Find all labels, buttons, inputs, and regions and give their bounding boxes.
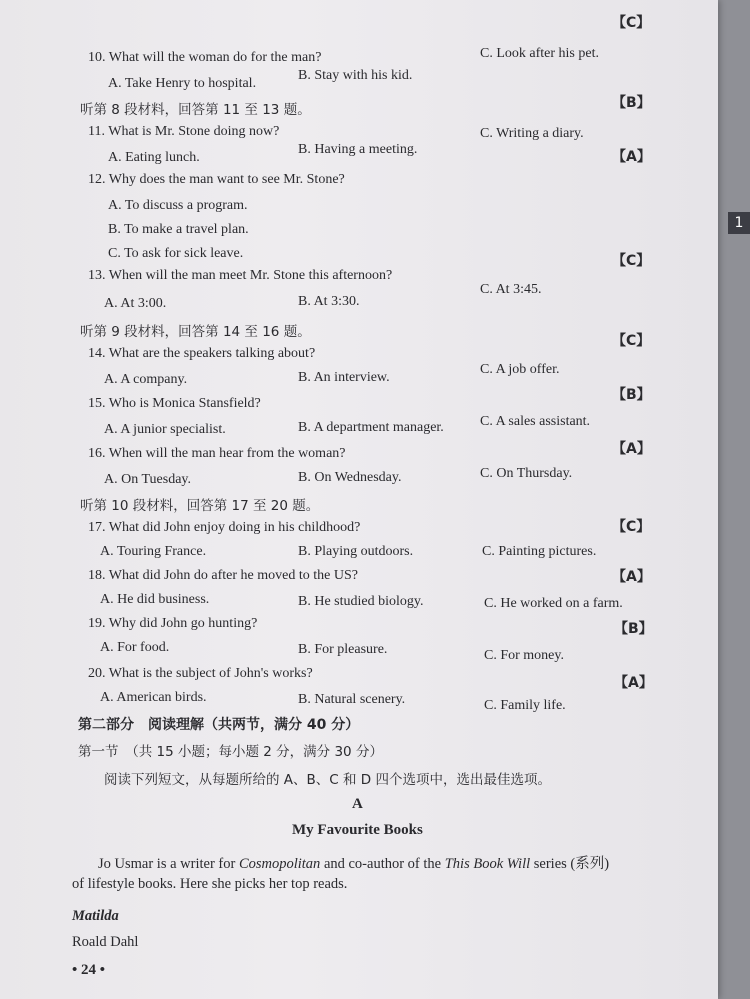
option-a: A. A junior specialist. [104, 422, 226, 437]
question-11: 11. What is Mr. Stone doing now? [88, 124, 280, 139]
option-c: C. To ask for sick leave. [108, 246, 244, 261]
option-c: C. He worked on a farm. [484, 596, 623, 611]
question-10: 10. What will the woman do for the man? [88, 50, 322, 65]
section-one-heading: 第一节 （共 15 小题；每小题 2 分，满分 30 分） [78, 744, 383, 760]
option-c: C. Look after his pet. [480, 46, 599, 61]
answer-mark: 【B】 [612, 387, 651, 403]
option-a: A. For food. [100, 640, 170, 655]
option-c: C. On Thursday. [480, 466, 573, 481]
intro-text: Jo Usmar is a writer for [98, 856, 239, 872]
answer-mark: 【B】 [612, 95, 651, 111]
page-edge-tab: 1 [728, 212, 750, 234]
option-b: B. Natural scenery. [298, 692, 406, 707]
option-b: B. Playing outdoors. [298, 544, 414, 559]
option-b: B. Having a meeting. [298, 142, 418, 157]
option-b: B. An interview. [298, 370, 390, 385]
page-number: • 24 • [72, 962, 106, 978]
option-a: A. On Tuesday. [104, 472, 191, 487]
question-19: 19. Why did John go hunting? [88, 616, 258, 631]
reading-instruction: 阅读下列短文，从每题所给的 A、B、C 和 D 四个选项中，选出最佳选项。 [104, 772, 551, 788]
answer-mark: 【A】 [614, 675, 653, 691]
option-c: C. Writing a diary. [480, 126, 584, 141]
intro-text: and co-author of the [320, 856, 445, 872]
question-20: 20. What is the subject of John's works? [88, 666, 313, 681]
option-c: C. Family life. [484, 698, 566, 713]
part-two-heading: 第二部分 阅读理解（共两节，满分 40 分） [78, 717, 360, 733]
answer-mark: 【A】 [612, 149, 651, 165]
option-a: A. Touring France. [100, 544, 207, 559]
answer-mark: 【C】 [612, 253, 651, 269]
option-a: A. American birds. [100, 690, 207, 705]
option-b: B. For pleasure. [298, 642, 388, 657]
passage-intro-line-1 [98, 852, 609, 873]
option-a: A. At 3:00. [104, 296, 167, 311]
option-c: C. At 3:45. [480, 282, 542, 297]
option-b: B. A department manager. [298, 420, 444, 435]
question-16: 16. When will the man hear from the woman? [88, 446, 346, 461]
option-b: B. He studied biology. [298, 594, 424, 609]
section-heading-9: 听第 9 段材料，回答第 14 至 16 题。 [80, 324, 311, 340]
book-title: Matilda [72, 908, 119, 924]
answer-mark: 【C】 [612, 519, 651, 535]
passage-letter: A [352, 796, 363, 812]
option-b: B. Stay with his kid. [298, 68, 413, 83]
option-a: A. He did business. [100, 592, 210, 607]
option-c: C. A job offer. [480, 362, 560, 377]
option-c: C. A sales assistant. [480, 414, 591, 429]
question-14: 14. What are the speakers talking about? [88, 346, 316, 361]
option-a: A. Take Henry to hospital. [108, 76, 257, 91]
passage-title: My Favourite Books [292, 822, 423, 838]
option-b: B. At 3:30. [298, 294, 360, 309]
question-12: 12. Why does the man want to see Mr. Stone? [88, 172, 345, 187]
question-13: 13. When will the man meet Mr. Stone this afternoon? [88, 268, 393, 283]
option-b: B. To make a travel plan. [108, 222, 249, 237]
passage-intro-line-2: of lifestyle books. Here she picks her top reads. [72, 876, 348, 892]
section-heading-8: 听第 8 段材料，回答第 11 至 13 题。 [80, 102, 311, 118]
question-15: 15. Who is Monica Stansfield? [88, 396, 261, 411]
intro-text: series (系列) [530, 856, 610, 872]
answer-mark: 【B】 [614, 621, 653, 637]
option-a: A. A company. [104, 372, 188, 387]
book-author: Roald Dahl [72, 934, 139, 950]
series-name: This Book Will [444, 856, 531, 872]
question-17: 17. What did John enjoy doing in his childhood? [88, 520, 361, 535]
option-c: C. Painting pictures. [482, 544, 597, 559]
answer-mark: 【A】 [612, 441, 651, 457]
option-b: B. On Wednesday. [298, 470, 402, 485]
answer-mark: 【C】 [612, 15, 651, 31]
option-a: A. Eating lunch. [108, 150, 200, 165]
section-heading-10: 听第 10 段材料，回答第 17 至 20 题。 [80, 498, 320, 514]
answer-mark: 【C】 [612, 333, 651, 349]
option-a: A. To discuss a program. [108, 198, 248, 213]
question-18: 18. What did John do after he moved to the US? [88, 568, 358, 583]
magazine-name: Cosmopolitan [238, 856, 321, 872]
answer-mark: 【A】 [612, 569, 651, 585]
option-c: C. For money. [484, 648, 564, 663]
